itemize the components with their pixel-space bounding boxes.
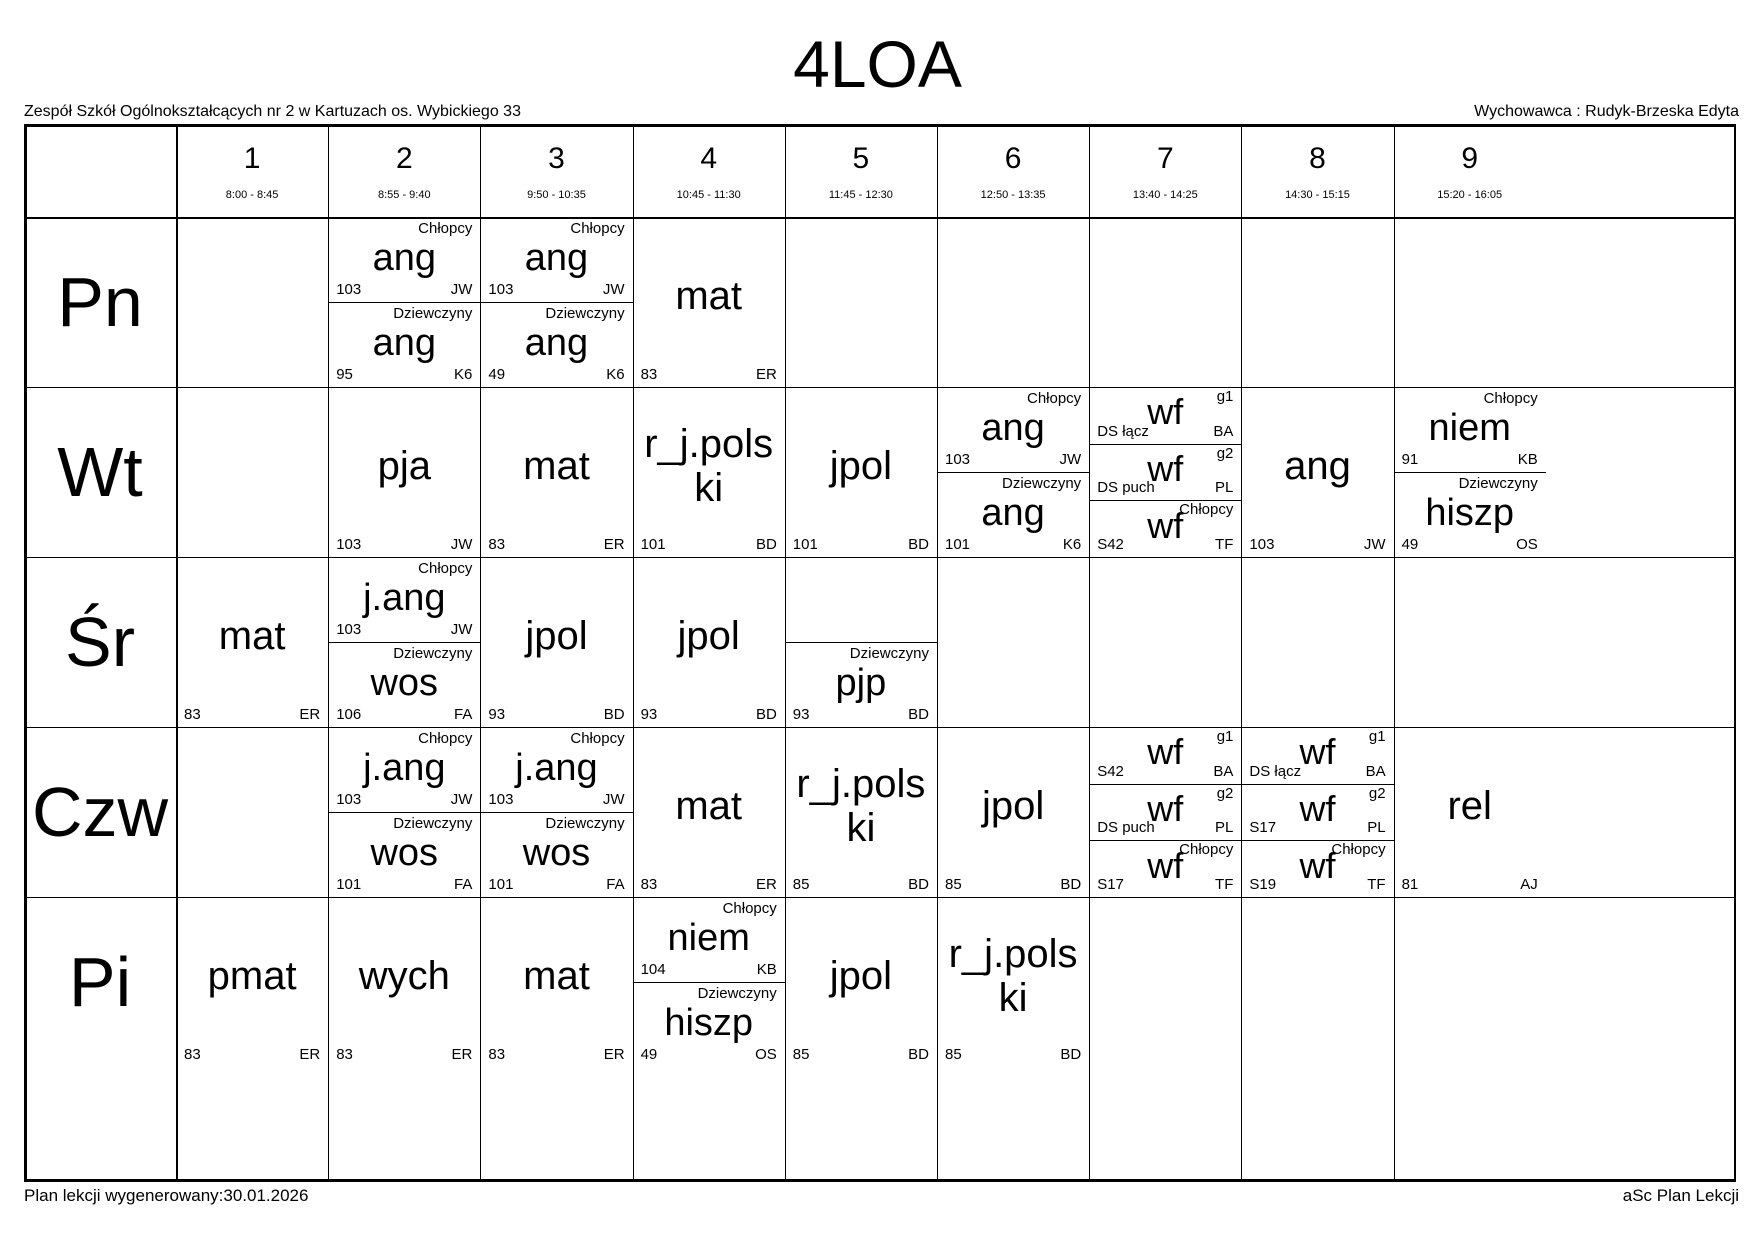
teacher-code: ER: [755, 366, 777, 383]
lesson-cell: [480, 217, 632, 302]
group-label: Chłopcy: [418, 730, 473, 747]
teacher-code: JW: [602, 791, 625, 808]
lesson-cell: [937, 472, 1089, 557]
lesson-cell: [1394, 727, 1546, 897]
teacher-code: TF: [1367, 875, 1386, 893]
room-number: 101: [336, 876, 362, 893]
subject-label: wf: [1147, 447, 1184, 489]
subject-label: j.ang: [515, 746, 598, 789]
lesson-cell: [328, 217, 480, 302]
lesson-cell: [633, 387, 785, 557]
subject-label: jpol: [829, 954, 893, 998]
room-number: 104: [640, 961, 666, 978]
group-label: Dziewczyny: [393, 305, 473, 322]
teacher-code: BA: [1213, 762, 1234, 780]
lesson-cell: [785, 897, 937, 1067]
room-number: 85: [945, 1046, 962, 1063]
lesson-cell: [1089, 727, 1241, 784]
lesson-cell: [328, 727, 480, 812]
teacher-code: PL: [1367, 819, 1386, 837]
lesson-cell: [480, 897, 632, 1067]
teacher-code: JW: [602, 281, 625, 298]
teacher-code: ER: [603, 536, 625, 553]
subject-label: niem: [1428, 406, 1511, 449]
grid-border: [24, 1179, 1736, 1182]
room-number: 103: [336, 791, 362, 808]
period-time: 10:45 - 11:30: [676, 189, 741, 201]
room-number: 83: [336, 1046, 353, 1063]
period-number: 7: [1156, 142, 1174, 175]
room-number: 101: [488, 876, 514, 893]
period-number: 1: [243, 142, 261, 175]
teacher-code: JW: [450, 791, 473, 808]
group-label: Dziewczyny: [697, 985, 777, 1002]
lesson-cell: [328, 387, 480, 557]
slot-divider: [328, 302, 480, 303]
teacher-code: K6: [606, 366, 625, 383]
room-number: 83: [640, 876, 658, 893]
period-number: 6: [1004, 142, 1022, 175]
teacher-code: FA: [454, 876, 473, 893]
teacher-code: KB: [1517, 451, 1538, 468]
period-number: 2: [395, 142, 413, 175]
period-time: 12:50 - 13:35: [980, 189, 1046, 201]
lesson-cell: [1241, 727, 1393, 784]
room-number: 49: [1401, 536, 1419, 553]
period-number: 8: [1309, 142, 1326, 175]
subject-label: mat: [523, 954, 590, 998]
subject-label: ang: [981, 406, 1045, 449]
group-label: g1: [1216, 728, 1234, 745]
teacher-code: BD: [755, 706, 777, 723]
teacher-code: BD: [908, 706, 929, 723]
room-number: DS puch: [1097, 479, 1155, 497]
lesson-cell: [937, 387, 1089, 472]
subject-label: ang: [524, 321, 589, 364]
lesson-cell: [785, 642, 937, 727]
lesson-cell: [785, 727, 937, 897]
subject-label: r_j.pols ki: [948, 932, 1078, 1020]
room-number: S19: [1249, 875, 1277, 893]
room-number: 85: [945, 876, 962, 893]
room-number: 101: [640, 536, 666, 553]
period-time: 11:45 - 12:30: [828, 189, 893, 201]
subject-label: pjp: [835, 661, 887, 704]
subject-label: wos: [370, 831, 439, 874]
room-number: S42: [1097, 762, 1124, 780]
slot-divider: [480, 812, 632, 813]
room-number: 103: [488, 281, 514, 298]
room-number: 83: [488, 536, 506, 553]
period-separator: [1394, 124, 1395, 1182]
page-title: 4LOA: [793, 27, 962, 101]
room-number: 49: [640, 1046, 658, 1063]
subject-label: mat: [675, 274, 743, 318]
teacher-code: OS: [755, 1046, 777, 1063]
slot-divider: [1089, 784, 1241, 785]
slot-divider: [480, 302, 632, 303]
teacher-code: BD: [603, 706, 625, 723]
teacher-code: FA: [606, 876, 625, 893]
room-number: 103: [336, 281, 362, 298]
room-number: 81: [1401, 876, 1419, 893]
lesson-cell: [937, 727, 1089, 897]
slot-divider: [937, 472, 1089, 473]
subject-label: j.ang: [363, 576, 446, 619]
teacher-code: BD: [908, 876, 929, 893]
lesson-cell: [633, 982, 785, 1067]
subject-label: jpol: [829, 444, 893, 488]
lesson-cell: [1089, 840, 1241, 897]
subject-label: wf: [1147, 787, 1184, 829]
grid-border: [24, 217, 1736, 219]
room-number: 93: [488, 706, 506, 723]
teacher-code: PL: [1215, 479, 1234, 497]
subject-label: ang: [1284, 444, 1351, 488]
group-label: Dziewczyny: [545, 305, 625, 322]
group-label: g1: [1368, 728, 1386, 745]
subject-label: pmat: [207, 954, 297, 998]
room-number: 91: [1401, 451, 1419, 468]
room-number: 83: [184, 706, 201, 723]
slot-divider: [633, 982, 785, 983]
group-label: Dziewczyny: [393, 815, 473, 832]
subject-label: ang: [372, 321, 436, 364]
room-number: 83: [184, 1046, 201, 1063]
group-label: Chłopcy: [1331, 841, 1386, 859]
subject-label: ang: [524, 236, 589, 279]
lesson-cell: [1089, 784, 1241, 841]
teacher-code: ER: [755, 876, 777, 893]
room-number: S17: [1249, 819, 1277, 837]
period-time: 15:20 - 16:05: [1437, 189, 1503, 201]
lesson-cell: [633, 897, 785, 982]
subject-label: jpol: [677, 614, 740, 658]
period-time: 8:55 - 9:40: [377, 189, 431, 201]
lesson-cell: [785, 387, 937, 557]
subject-label: hiszp: [664, 1001, 754, 1044]
lesson-cell: [1241, 840, 1393, 897]
lesson-cell: [328, 897, 480, 1067]
group-label: g2: [1368, 784, 1386, 802]
day-label: Czw: [31, 773, 169, 851]
subject-label: jpol: [981, 784, 1045, 828]
period-number: 4: [700, 142, 718, 175]
room-number: S42: [1097, 535, 1124, 553]
subject-label: r_j.pols ki: [796, 762, 926, 850]
period-number: 5: [852, 142, 870, 175]
teacher-code: PL: [1215, 819, 1234, 837]
lesson-cell: [328, 557, 480, 642]
group-label: Chłopcy: [722, 900, 777, 917]
subject-label: wych: [358, 954, 450, 998]
group-label: g2: [1216, 444, 1234, 462]
teacher-code: BD: [1060, 1046, 1082, 1063]
lesson-cell: [480, 812, 632, 897]
group-label: Dziewczyny: [393, 645, 473, 662]
lesson-cell: [176, 557, 328, 727]
group-label: Dziewczyny: [1458, 475, 1538, 492]
room-number: 101: [792, 536, 818, 553]
room-number: 103: [488, 791, 514, 808]
group-label: Dziewczyny: [849, 645, 929, 662]
subject-label: rel: [1447, 784, 1492, 828]
lesson-cell: [1241, 387, 1393, 557]
school-name: Zespół Szkół Ogólnokształcących nr 2 w Kartuzach os. Wybickiego 33: [24, 103, 521, 120]
period-number: 9: [1461, 142, 1479, 175]
group-label: Chłopcy: [1026, 390, 1082, 407]
subject-label: wos: [522, 831, 591, 874]
teacher-code: BD: [1060, 876, 1082, 893]
subject-label: ang: [372, 236, 436, 279]
subject-label: wf: [1299, 731, 1336, 773]
lesson-cell: [633, 727, 785, 897]
teacher-code: BA: [1213, 422, 1234, 440]
lesson-cell: [633, 557, 785, 727]
room-number: 101: [945, 536, 971, 553]
teacher-code: KB: [756, 961, 777, 978]
group-label: Dziewczyny: [1002, 475, 1082, 492]
lesson-cell: [480, 727, 632, 812]
period-time: 13:40 - 14:25: [1132, 189, 1198, 201]
day-label: Pi: [68, 943, 132, 1021]
subject-label: niem: [667, 916, 750, 959]
lesson-cell: [480, 557, 632, 727]
subject-label: ang: [981, 491, 1045, 534]
room-number: 103: [336, 621, 362, 638]
room-number: 103: [945, 451, 971, 468]
subject-label: jpol: [525, 614, 588, 658]
lesson-cell: [328, 642, 480, 727]
teacher-code: AJ: [1520, 876, 1538, 893]
group-label: Chłopcy: [418, 220, 473, 237]
lesson-cell: [1241, 784, 1393, 841]
slot-divider: [1089, 500, 1241, 501]
room-number: 103: [1249, 536, 1275, 553]
teacher-code: TF: [1215, 875, 1234, 893]
day-label: Pn: [57, 263, 143, 341]
group-label: Dziewczyny: [545, 815, 625, 832]
lesson-cell: [328, 812, 480, 897]
teacher-code: K6: [1062, 536, 1082, 553]
day-label: Wt: [57, 433, 143, 511]
group-label: Chłopcy: [570, 220, 625, 237]
lesson-cell: [633, 217, 785, 387]
period-time: 8:00 - 8:45: [225, 189, 279, 201]
group-label: g1: [1216, 388, 1234, 405]
lesson-cell: [1089, 500, 1241, 557]
teacher-code: BD: [755, 536, 777, 553]
teacher-code: JW: [1363, 536, 1386, 553]
room-number: 103: [336, 536, 362, 553]
room-number: DS łącz: [1249, 762, 1302, 780]
room-number: 85: [792, 876, 810, 893]
teacher-code: TF: [1215, 535, 1234, 553]
teacher-code: JW: [450, 536, 473, 553]
subject-label: mat: [675, 784, 743, 828]
slot-divider: [1241, 784, 1393, 785]
period-number: 3: [548, 142, 565, 175]
period-time: 14:30 - 15:15: [1285, 189, 1350, 201]
group-label: Chłopcy: [1179, 841, 1234, 859]
lesson-cell: [1394, 472, 1546, 557]
software-credit: aSc Plan Lekcji: [1622, 1186, 1739, 1205]
period-separator: [1241, 124, 1242, 1182]
slot-divider: [1089, 444, 1241, 445]
room-number: 106: [336, 706, 362, 723]
slot-divider: [1394, 472, 1546, 473]
group-label: Chłopcy: [1179, 501, 1234, 519]
class-teacher: Wychowawca : Rudyk-Brzeska Edyta: [1474, 103, 1739, 120]
grid-border: [1734, 124, 1736, 1182]
teacher-code: JW: [1059, 451, 1082, 468]
lesson-cell: [1394, 387, 1546, 472]
teacher-code: ER: [451, 1046, 473, 1063]
teacher-code: ER: [603, 1046, 625, 1063]
group-label: g2: [1216, 784, 1234, 802]
room-number: 83: [488, 1046, 506, 1063]
subject-label: wos: [370, 661, 439, 704]
subject-label: r_j.pols ki: [644, 422, 774, 510]
group-label: Chłopcy: [418, 560, 473, 577]
lesson-cell: [480, 302, 632, 387]
teacher-code: JW: [450, 281, 473, 298]
timetable-grid: [24, 124, 1736, 1182]
subject-label: pja: [377, 444, 431, 488]
subject-label: wf: [1147, 391, 1184, 433]
subject-label: mat: [523, 444, 590, 488]
subject-label: mat: [218, 614, 286, 658]
teacher-code: ER: [299, 706, 321, 723]
teacher-code: OS: [1516, 536, 1538, 553]
subject-label: wf: [1147, 731, 1184, 773]
room-number: DS puch: [1097, 819, 1155, 837]
subject-label: j.ang: [363, 746, 446, 789]
lesson-cell: [1089, 444, 1241, 501]
generated-date: Plan lekcji wygenerowany:30.01.2026: [24, 1186, 309, 1205]
lesson-cell: [328, 302, 480, 387]
room-number: S17: [1097, 875, 1124, 893]
teacher-code: BD: [908, 536, 929, 553]
grid-border: [24, 124, 1736, 127]
room-number: DS łącz: [1097, 422, 1149, 440]
teacher-code: JW: [450, 621, 473, 638]
period-separator: [1089, 124, 1090, 1182]
room-number: 49: [488, 366, 506, 383]
teacher-code: ER: [299, 1046, 321, 1063]
lesson-cell: [480, 387, 632, 557]
slot-divider: [328, 812, 480, 813]
room-number: 95: [336, 366, 353, 383]
subject-label: wf: [1147, 504, 1184, 546]
slot-divider: [1241, 840, 1393, 841]
room-number: 83: [640, 366, 658, 383]
group-label: Chłopcy: [570, 730, 625, 747]
room-number: 93: [792, 706, 810, 723]
lesson-cell: [937, 897, 1089, 1067]
teacher-code: BA: [1365, 762, 1386, 780]
slot-divider: [785, 642, 937, 643]
subject-label: wf: [1299, 844, 1336, 886]
slot-divider: [1089, 840, 1241, 841]
subject-label: wf: [1147, 844, 1184, 886]
teacher-code: FA: [454, 706, 473, 723]
room-number: 85: [792, 1046, 810, 1063]
slot-divider: [328, 642, 480, 643]
teacher-code: BD: [908, 1046, 929, 1063]
group-label: Chłopcy: [1483, 390, 1538, 407]
day-label: Śr: [65, 603, 135, 681]
teacher-code: K6: [454, 366, 473, 383]
room-number: 93: [640, 706, 658, 723]
subject-label: hiszp: [1425, 491, 1515, 534]
period-time: 9:50 - 10:35: [527, 189, 586, 201]
lesson-cell: [176, 897, 328, 1067]
subject-label: wf: [1299, 787, 1336, 829]
lesson-cell: [1089, 387, 1241, 444]
